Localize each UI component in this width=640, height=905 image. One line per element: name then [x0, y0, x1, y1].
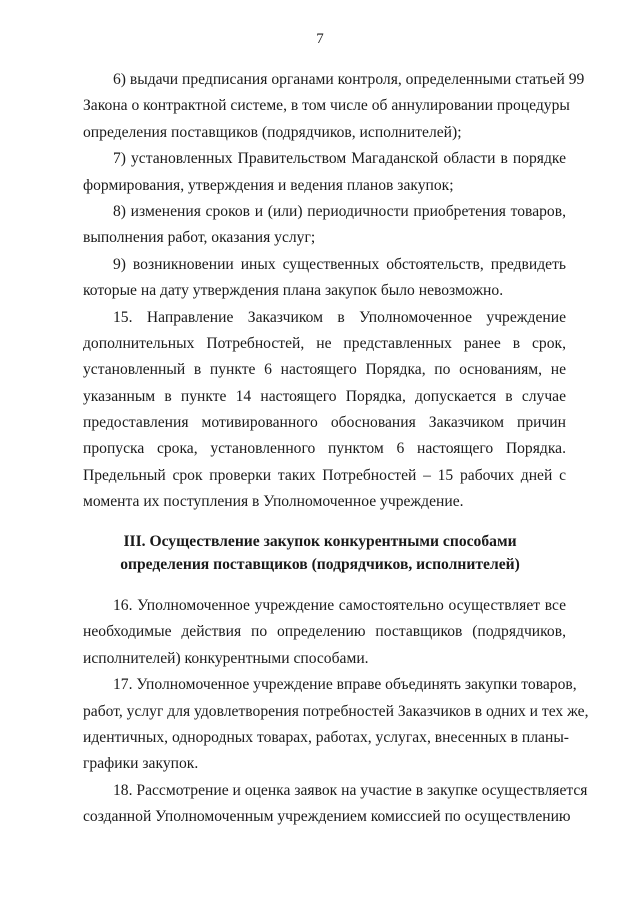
paragraph-line: идентичных, однородных товарах, работах, услугах, внесенных в планы-	[83, 728, 569, 746]
paragraph-line: установленный в пункте 6 настоящего Порядка, по основаниям, не	[83, 361, 566, 379]
paragraph-line: 17. Уполномоченное учреждение вправе объединять закупки товаров,	[113, 676, 577, 694]
paragraph-line: 8) изменения сроков и (или) периодичности приобретения товаров,	[113, 202, 566, 220]
paragraph-line: 7) установленных Правительством Магаданской области в порядке	[113, 150, 566, 168]
paragraph-line: 18. Рассмотрение и оценка заявок на участие в закупке осуществляется	[113, 781, 588, 799]
paragraph-line: 16. Уполномоченное учреждение самостоятельно осуществляет все	[113, 597, 566, 614]
paragraph-line: предоставления мотивированного обоснования Заказчиком причин	[83, 414, 566, 432]
paragraph-line: момента их поступления в Уполномоченное учреждение.	[83, 493, 464, 511]
section-heading	[0, 531, 640, 576]
paragraph-line: Предельный срок проверки таких Потребностей – 15 рабочих дней с	[83, 466, 566, 484]
paragraph-line: формирования, утверждения и ведения планов закупок;	[83, 176, 454, 194]
paragraph-line: 15. Направление Заказчиком в Уполномоченное учреждение	[113, 308, 566, 326]
paragraph-line: 6) выдачи предписания органами контроля, определенными статьей 99	[113, 71, 585, 88]
text-block-upper	[83, 67, 585, 516]
paragraph-line: пропуска срока, установленного пунктом 6 настоящего Порядка.	[83, 440, 566, 458]
heading-line: определения поставщиков (подрядчиков, исполнителей)	[120, 555, 520, 573]
paragraph-line: которые на дату утверждения плана закупок было невозможно.	[83, 282, 504, 300]
paragraph-line: созданной Уполномоченным учреждением комиссией по осуществлению	[83, 808, 571, 826]
paragraph-line: указанным в пункте 14 настоящего Порядка, допускается в случае	[83, 387, 566, 405]
paragraph-line: необходимые действия по определению поставщиков (подрядчиков,	[83, 623, 566, 641]
paragraph-line: исполнителей) конкурентными способами.	[83, 649, 369, 667]
paragraph-line: работ, услуг для удовлетворения потребностей Заказчиков в одних и тех же,	[83, 702, 589, 720]
paragraph-line: определения поставщиков (подрядчиков, исполнителей);	[83, 123, 462, 141]
paragraph-line: дополнительных Потребностей, не представленных ранее в срок,	[83, 334, 566, 352]
paragraph-line: 9) возникновении иных существенных обстоятельств, предвидеть	[113, 255, 566, 273]
paragraph-line: Закона о контрактной системе, в том числе об аннулировании процедуры	[83, 97, 570, 115]
paragraph-line: выполнения работ, оказания услуг;	[83, 229, 316, 247]
page-number: 7	[316, 31, 324, 47]
paragraph-line: графики закупок.	[83, 755, 199, 773]
heading-line: III. Осуществление закупок конкурентными способами	[123, 533, 517, 550]
text-block-lower	[83, 593, 589, 831]
